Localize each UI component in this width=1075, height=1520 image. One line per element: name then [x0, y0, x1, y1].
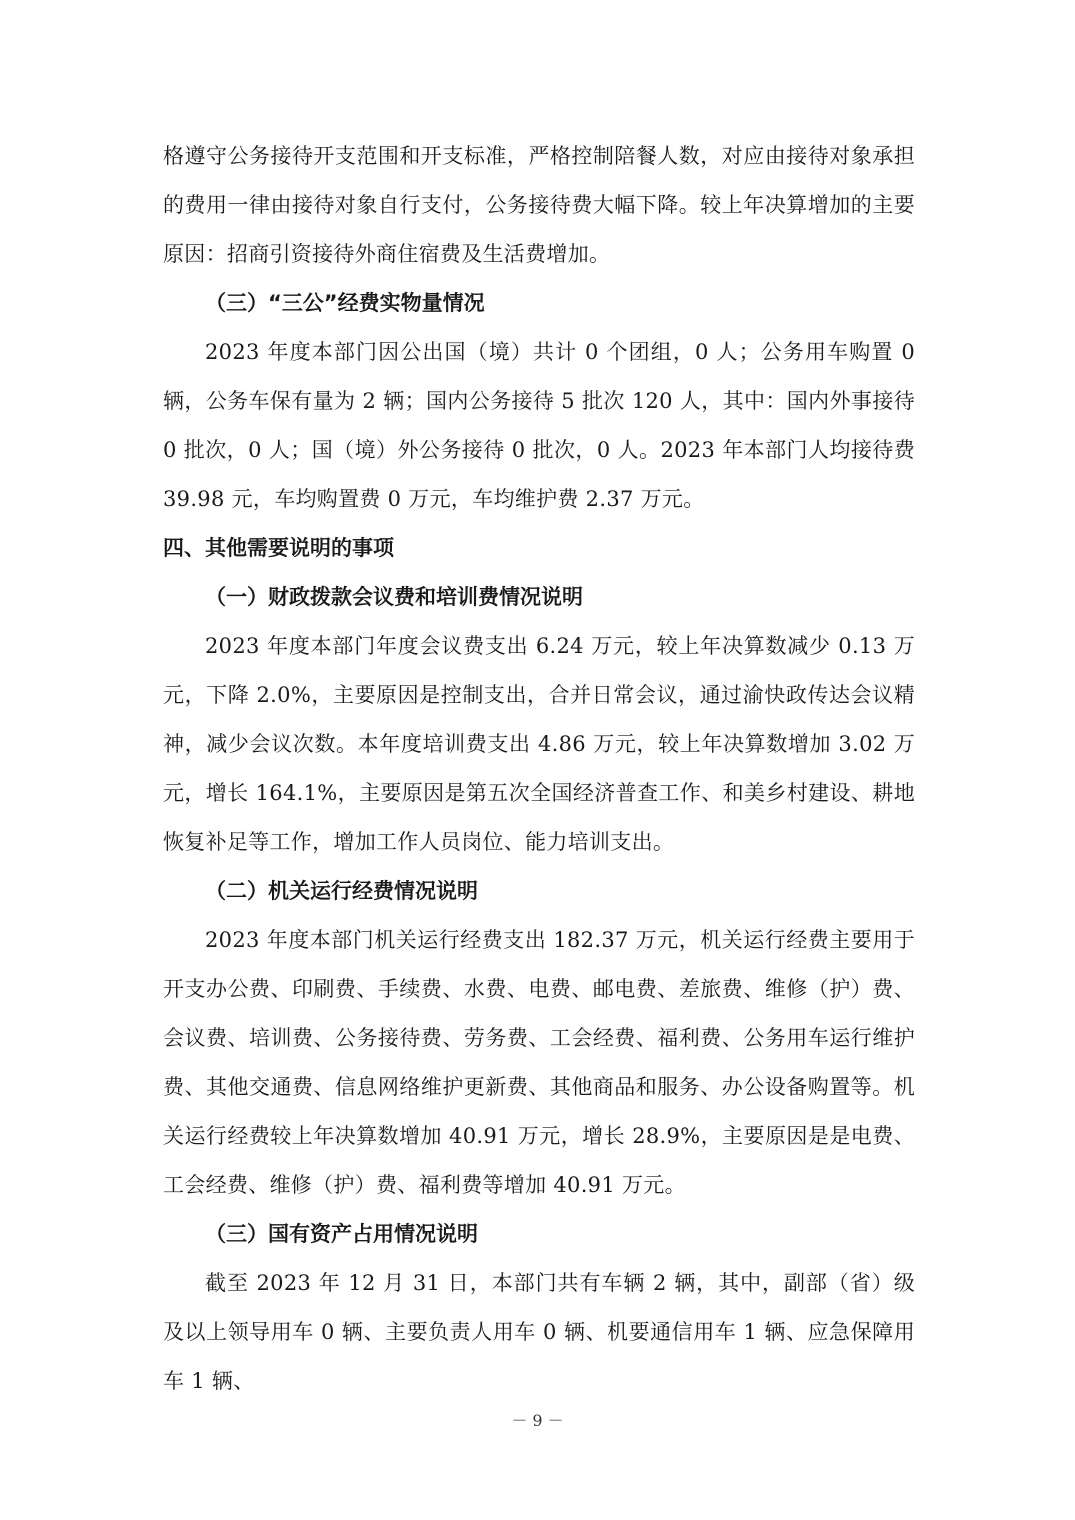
heading-meeting-training: （一）财政拨款会议费和培训费情况说明 — [205, 585, 583, 609]
paragraph-meeting-training: 2023 年度本部门年度会议费支出 6.24 万元，较上年决算数减少 0.13 万元，下降 2.0%，主要原因是控制支出，合并日常会议，通过渝快政传达会议精神，减少会议次数。本年度培训费支出 4.86 万元，较上年决算数增加 3.02 万元，增长 164.1%，主要原因是第五次全国经济普查工作、和美乡村建设、耕地恢复补足等工作，增加工作人员岗位、能力培训支出。 — [163, 634, 915, 854]
paragraph-state-assets: 截至 2023 年 12 月 31 日，本部门共有车辆 2 辆，其中，副部（省）级及以上领导用车 0 辆、主要负责人用车 0 辆、机要通信用车 1 辆、应急保障用车 1 辆、 — [163, 1271, 915, 1393]
heading-operating-expenses: （二）机关运行经费情况说明 — [205, 879, 478, 903]
heading-other-matters: 四、其他需要说明的事项 — [163, 536, 394, 560]
paragraph-continued: 格遵守公务接待开支范围和开支标准，严格控制陪餐人数，对应由接待对象承担的费用一律由接待对象自行支付，公务接待费大幅下降。较上年决算增加的主要原因：招商引资接待外商住宿费及生活费增加。 — [163, 144, 915, 266]
heading-san-gong-quantity: （三）“三公”经费实物量情况 — [205, 291, 485, 315]
page-number: － 9 － — [511, 1411, 564, 1430]
document-body — [163, 132, 915, 1406]
paragraph-operating-expenses: 2023 年度本部门机关运行经费支出 182.37 万元，机关运行经费主要用于开支办公费、印刷费、手续费、水费、电费、邮电费、差旅费、维修（护）费、会议费、培训费、公务接待费、劳务费、工会经费、福利费、公务用车运行维护费、其他交通费、信息网络维护更新费、其他商品和服务、办公设备购置等。机关运行经费较上年决算数增加 40.91 万元，增长 28.9%，主要原因是是电费、工会经费、维修（护）费、福利费等增加 40.91 万元。 — [163, 928, 915, 1197]
heading-state-assets: （三）国有资产占用情况说明 — [205, 1222, 478, 1246]
paragraph-san-gong-quantity: 2023 年度本部门因公出国（境）共计 0 个团组，0 人；公务用车购置 0 辆，公务车保有量为 2 辆；国内公务接待 5 批次 120 人，其中：国内外事接待 0 批次，0 人；国（境）外公务接待 0 批次，0 人。2023 年本部门人均接待费 39.98 元，车均购置费 0 万元，车均维护费 2.37 万元。 — [163, 340, 915, 511]
